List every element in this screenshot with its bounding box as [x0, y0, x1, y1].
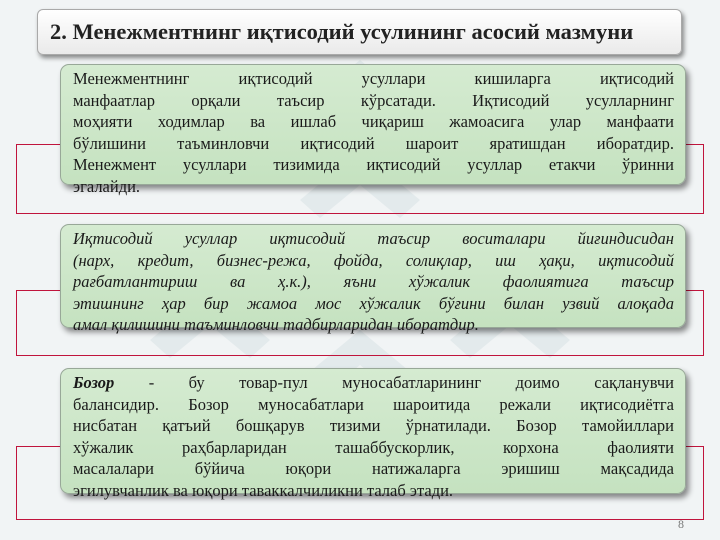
- text-line: нисбатан қатъий бошқарув тизими ўрнатилади. Бозор тамойиллари: [73, 416, 674, 435]
- text-line: бўлишини таъминловчи иқтисодий шароит яратишдан иборатдир.: [73, 133, 674, 153]
- text-line: (нарх, кредит, бизнес-режа, фойда, солиқлар, иш ҳақи, иқтисодий: [73, 250, 674, 270]
- text-line: амал қилишини таъминловчи тадбирларидан иборатдир.: [73, 315, 479, 334]
- text-line: эгалайди.: [73, 176, 141, 196]
- page-number: 8: [678, 517, 684, 531]
- text-line: Иқтисодий усуллар иқтисодий таъсир воситалари йиғиндисидан: [73, 229, 674, 248]
- text-line: рағбатлантириш ва ҳ.к.), яъни хўжалик фаолиятига таъсир: [73, 272, 674, 291]
- text-line: моҳияти ходимлар ва ишлаб чиқариш жамоасига улар манфаати: [73, 112, 674, 131]
- text-line: Менежментнинг иқтисодий усуллари кишиларга иқтисодий: [73, 69, 674, 88]
- text-line-first: [73, 372, 674, 394]
- text-line: хўжалик раҳбарларидан ташаббускорлик, корхона фаолияти: [73, 437, 674, 457]
- text-box-market: [60, 368, 686, 500]
- text-line: балансидир. Бозор муносабатлари шароитида режали иқтисодиётга: [73, 394, 674, 414]
- text-line: этишнинг ҳар бир жамоа мос хўжалик бўғини билан узвий алоқада: [73, 293, 674, 313]
- text-line: эгилувчанлик ва юқори таваккалчиликни талаб этади.: [73, 480, 454, 500]
- text-box-economic-methods: [60, 64, 686, 196]
- text-line: Менежмент усуллари тизимида иқтисодий усуллар етакчи ўринни: [73, 155, 674, 174]
- text-line: манфаатлар орқали таъсир кўрсатади. Иқтисодий усулларнинг: [73, 90, 674, 110]
- slide-title: 2. Менежментнинг иқтисодий усулининг асосий мазмуни: [50, 19, 634, 44]
- slide-title-box: [37, 9, 682, 55]
- text-box-economic-instruments: [60, 224, 686, 334]
- text-line: масалалари бўйича юқори натижаларга эришиш мақсадида: [73, 459, 674, 478]
- lead-term-market: Бозор: [73, 373, 115, 392]
- text-line-first-rest: - бу товар-пул муносабатларининг доимо сақланувчи: [114, 373, 674, 392]
